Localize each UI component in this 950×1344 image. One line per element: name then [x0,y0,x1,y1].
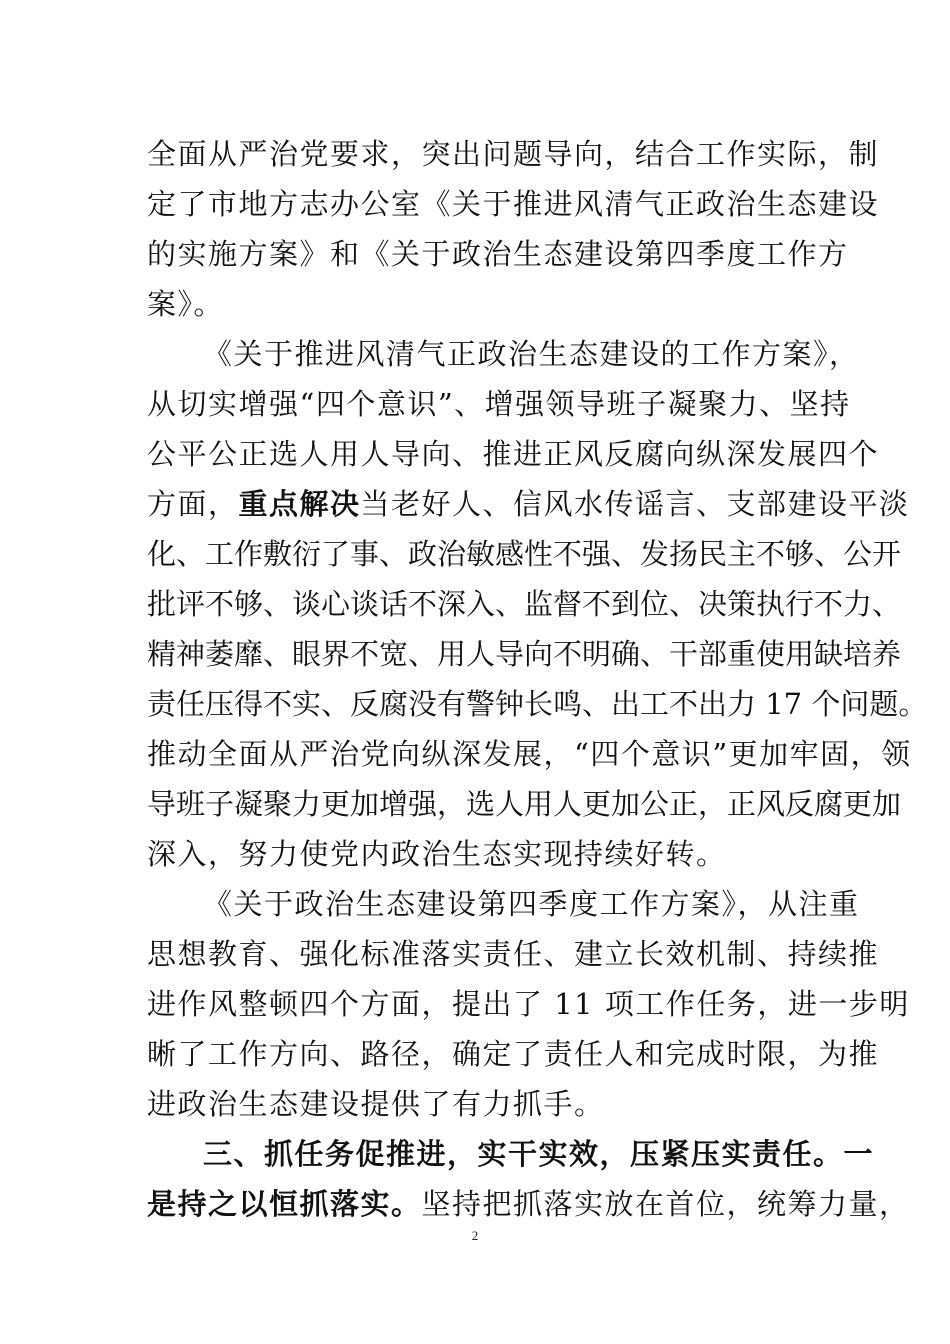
text-line: 精神萎靡、眼界不宽、用人导向不明确、干部重使用缺培养 [147,637,902,671]
text-line: 批评不够、谈心谈话不深入、监督不到位、决策执行不力、 [147,587,902,621]
text-segment: 坚持把抓落实放在首位，统筹力量， [421,1187,910,1221]
text-segment: 当老好人、信风水传谣言、支部建设平淡 [360,487,910,521]
text-segment: 方面， [147,487,239,521]
text-line: 进作风整顿四个方面，提出了 11 项工作任务，进一步明 [147,987,910,1021]
text-line: 全面从严治党要求，突出问题导向，结合工作实际，制 [147,137,880,171]
text-line: 定了市地方志办公室《关于推进风清气正政治生态建设 [147,187,880,221]
text-line: 化、工作敷衍了事、政治敏感性不强、发扬民主不够、公开 [147,537,902,571]
text-line: 责任压得不实、反腐没有警钟长鸣、出工不出力 17 个问题。 [147,687,928,721]
bold-emphasis: 重点解决 [238,487,361,521]
bold-emphasis: 是持之以恒抓落实。 [147,1187,422,1221]
section-heading-line: 三、抓任务促推进，实干实效，压紧压实责任。一 [203,1137,875,1171]
text-line: 思想教育、强化标准落实责任、建立长效机制、持续推 [147,937,880,971]
text-line: 进政治生态建设提供了有力抓手。 [147,1087,605,1121]
text-line: 从切实增强“四个意识”、增强领导班子凝聚力、坚持 [147,387,851,421]
text-line: 公平公正选人用人导向、推进正风反腐向纵深发展四个 [147,437,880,471]
text-line: 《关于推进风清气正政治生态建设的工作方案》， [203,337,860,371]
text-line: 的实施方案》和《关于政治生态建设第四季度工作方 [147,237,849,271]
text-line: 案》。 [147,287,225,321]
text-line: 晰了工作方向、路径，确定了责任人和完成时限，为推 [147,1037,880,1071]
text-line [147,1186,910,1222]
text-line [147,486,910,522]
text-line: 《关于政治生态建设第四季度工作方案》，从注重 [203,887,860,921]
text-line: 推动全面从严治党向纵深发展，“四个意识”更加牢固，领 [147,737,912,771]
text-line: 导班子凝聚力更加增强，选人用人更加公正，正风反腐更加 [147,787,902,821]
text-line: 深入，努力使党内政治生态实现持续好转。 [147,837,727,871]
page-number: 2 [471,1228,479,1243]
